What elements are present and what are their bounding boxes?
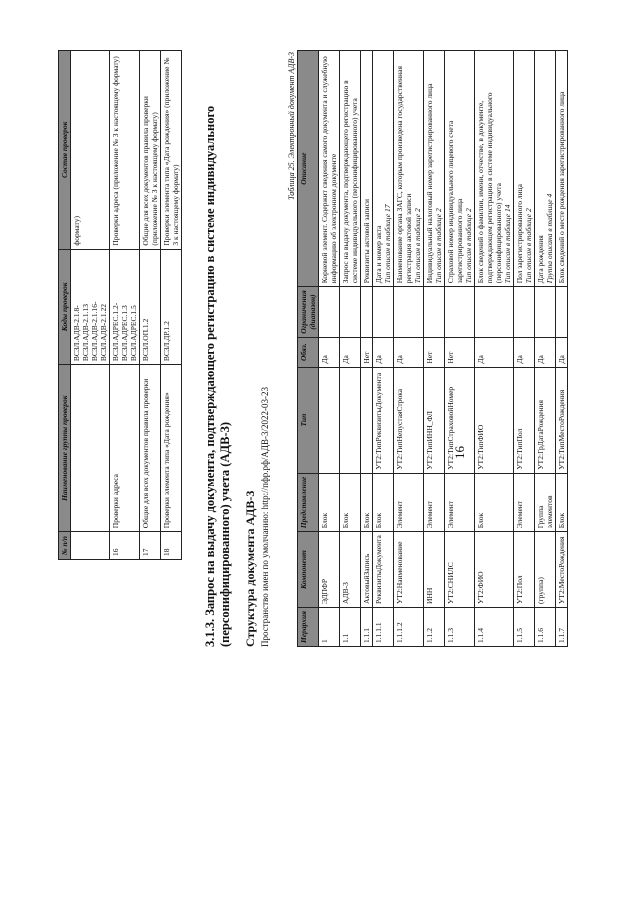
namespace-line: Пространство имен по умолчанию: http://пфр.рф/АДВ-3/2022-03-23 <box>260 386 270 647</box>
header-type: Тип <box>298 367 319 473</box>
cell-required: Да <box>394 337 424 367</box>
cell-hierarchy: 1.1.1 <box>361 607 373 646</box>
cell-type: УТ2:ТипМестоРождения <box>556 367 568 473</box>
cell-description <box>394 51 424 287</box>
header-component: Компонент <box>298 532 319 608</box>
type-reference: Тип описан в таблице 2 <box>434 208 443 284</box>
cell-limits <box>535 287 556 337</box>
cell-description <box>445 51 475 287</box>
type-reference: Группа описана в таблице 4 <box>545 193 554 284</box>
table-caption: Таблица 25. Электронный документ АДВ-3 <box>287 52 296 200</box>
cell-hierarchy: 1.1.1.2 <box>394 607 424 646</box>
cell-type: УТ2:ТипФИО <box>475 367 514 473</box>
cell-representation: Блок <box>361 473 373 532</box>
cell-hierarchy: 1.1 <box>340 607 361 646</box>
table-row <box>319 51 340 647</box>
cell-required: Да <box>319 337 340 367</box>
description-text: Дата и номер акта <box>374 225 383 284</box>
cell-limits <box>445 287 475 337</box>
header-description: Описание <box>298 51 319 287</box>
table-row <box>71 51 110 560</box>
table-row <box>140 51 161 560</box>
cell-num: 18 <box>161 532 182 560</box>
table-row <box>556 51 568 647</box>
header-content: Состав проверок <box>59 51 71 250</box>
cell-num: 16 <box>110 532 140 560</box>
cell-type: УТ2:ТипСтраховойНомер <box>445 367 475 473</box>
cell-content: Проверки адреса (приложение № 3 к настоящему формату) <box>110 51 140 250</box>
cell-representation: Блок <box>319 473 340 532</box>
cell-limits <box>340 287 361 337</box>
table-row <box>445 51 475 647</box>
table-row <box>424 51 445 647</box>
cell-component: УТ2:Пол <box>514 532 535 608</box>
type-reference: Тип описан в таблице 17 <box>383 204 392 284</box>
cell-limits <box>514 287 535 337</box>
type-reference: Тип описан в таблице 14 <box>503 204 512 284</box>
cell-hierarchy: 1.1.2 <box>424 607 445 646</box>
cell-content: Проверки элемента типа «Дата рождения» (приложение № 3 к настоящему формату) <box>161 51 182 250</box>
cell-codes: ВСЗЛ.ОП.1.2 <box>140 249 161 365</box>
type-reference: Тип описан в таблице 2 <box>464 208 473 284</box>
structure-table-header <box>298 51 319 647</box>
structure-title: Структура документа АДВ-3 <box>243 490 257 647</box>
description-text: Блок сведений о фамилии, имени, отчестве, в документе, подтверждающем регистрацию в системе индивидуального (персонифицированного) учета <box>476 92 503 284</box>
cell-codes: ВСЗЛ.АДВ-2.1.8-ВСЗЛ.АДВ-2.1.13 ВСЗЛ.АДВ-2.1.16-ВСЗЛ.АДВ-2.1.22 <box>71 249 110 365</box>
cell-component: УТ2:ФИО <box>475 532 514 608</box>
cell-type: УТ2:ГрДатаРождения <box>535 367 556 473</box>
cell-component: ЭДПФР <box>319 532 340 608</box>
cell-limits <box>424 287 445 337</box>
header-required: Обяз. <box>298 337 319 367</box>
cell-num: 17 <box>140 532 161 560</box>
cell-codes: ВСЗЛ.ДР.1.2 <box>161 249 182 365</box>
cell-description <box>556 51 568 287</box>
description-text: Запрос на выдачу документа, подтверждающего регистрацию в системе индивидуального (персонифицированного) учета <box>341 80 359 284</box>
cell-limits <box>373 287 394 337</box>
table-row <box>373 51 394 647</box>
cell-limits <box>556 287 568 337</box>
cell-description <box>475 51 514 287</box>
table-row <box>394 51 424 647</box>
page-number: 16 <box>452 446 467 459</box>
cell-component: АктовыйЗапись <box>361 532 373 608</box>
cell-required: Да <box>535 337 556 367</box>
cell-description <box>535 51 556 287</box>
header-hierarchy: Иерархия <box>298 607 319 646</box>
description-text: Страховой номер индивидуального лицевого счета зарегистрированного лица <box>446 120 464 284</box>
cell-representation: Элемент <box>445 473 475 532</box>
cell-limits <box>361 287 373 337</box>
cell-codes: ВСЗЛ.АДРЕС.1.2-ВСЗЛ.АДРЕС.1.3 ВСЗЛ.АДРЕС.1.5 <box>110 249 140 365</box>
description-text: Индивидуальный налоговый номер зарегистрированного лица <box>425 83 434 284</box>
cell-hierarchy: 1.1.5 <box>514 607 535 646</box>
cell-component: (группа) <box>535 532 556 608</box>
cell-component: УТ2:МестоРождения <box>556 532 568 608</box>
cell-component: РеквизитыДокумента <box>373 532 394 608</box>
description-text: Реквизиты актовой записи <box>362 199 371 284</box>
description-text: Блок сведений о месте рождения зарегистрированного лица <box>557 91 566 284</box>
cell-type <box>319 367 340 473</box>
cell-name: Общие для всех документов правила проверки <box>140 365 161 532</box>
cell-hierarchy: 1.1.1.1 <box>373 607 394 646</box>
table-row <box>340 51 361 647</box>
cell-content: формату) <box>71 51 110 250</box>
cell-limits <box>319 287 340 337</box>
cell-representation: Группа элементов <box>535 473 556 532</box>
cell-description <box>373 51 394 287</box>
cell-representation: Блок <box>373 473 394 532</box>
description-text: Пол зарегистрированного лица <box>515 184 524 284</box>
cell-hierarchy: 1.1.6 <box>535 607 556 646</box>
cell-representation: Элемент <box>394 473 424 532</box>
header-codes: Коды проверок <box>59 249 71 365</box>
cell-component: УТ2:СНИЛС <box>445 532 475 608</box>
type-reference: Тип описан в таблице 2 <box>413 208 422 284</box>
cell-type <box>340 367 361 473</box>
description-text: Корневой элемент. Содержит сведения самого документа и служебную информацию об электронном документе <box>320 56 338 284</box>
cell-type: УТ2:ТипПол <box>514 367 535 473</box>
cell-component: ИНН <box>424 532 445 608</box>
checks-table-header <box>59 51 71 560</box>
header-limits: Ограничения (диапазон) <box>298 287 319 337</box>
cell-required: Нет <box>445 337 475 367</box>
cell-required: Да <box>514 337 535 367</box>
cell-required: Нет <box>424 337 445 367</box>
table-row <box>161 51 182 560</box>
description-text: Наименование органа ЗАГС, которым произведена государственная регистрация актовой записи <box>395 66 413 284</box>
cell-description <box>319 51 340 287</box>
cell-component: УТ2:Наименование <box>394 532 424 608</box>
section-title: 3.1.3. Запрос на выдачу документа, подтверждающего регистрацию в системе индивидуального (персонифицированного) учета (АДВ-3) <box>203 105 232 647</box>
table-row <box>535 51 556 647</box>
cell-type: УТ2:ТипРеквизитыДокумента <box>373 367 394 473</box>
cell-name: Проверки элемента типа «Дата рождения» <box>161 365 182 532</box>
cell-limits <box>394 287 424 337</box>
header-representation: Представление <box>298 473 319 532</box>
table-row <box>514 51 535 647</box>
cell-hierarchy: 1 <box>319 607 340 646</box>
table-row <box>475 51 514 647</box>
cell-hierarchy: 1.1.7 <box>556 607 568 646</box>
cell-representation: Элемент <box>514 473 535 532</box>
cell-required: Да <box>556 337 568 367</box>
cell-type: УТ2:ТипИНН_ФЛ <box>424 367 445 473</box>
cell-name: Проверки адреса <box>110 365 140 532</box>
description-text: Дата рождения <box>536 235 545 284</box>
cell-description <box>514 51 535 287</box>
cell-description <box>361 51 373 287</box>
cell-required: Да <box>373 337 394 367</box>
cell-type <box>361 367 373 473</box>
cell-required: Да <box>340 337 361 367</box>
table-row <box>110 51 140 560</box>
cell-required: Нет <box>361 337 373 367</box>
cell-component: АДВ-3 <box>340 532 361 608</box>
cell-num <box>71 532 110 560</box>
header-num: № п/п <box>59 532 71 560</box>
table-row <box>361 51 373 647</box>
cell-hierarchy: 1.1.3 <box>445 607 475 646</box>
cell-required: Да <box>475 337 514 367</box>
type-reference: Тип описан в таблице 2 <box>524 208 533 284</box>
cell-representation: Элемент <box>424 473 445 532</box>
cell-hierarchy: 1.1.4 <box>475 607 514 646</box>
cell-representation: Блок <box>556 473 568 532</box>
cell-description <box>340 51 361 287</box>
cell-limits <box>475 287 514 337</box>
structure-table <box>297 50 568 647</box>
cell-name <box>71 365 110 532</box>
cell-description <box>424 51 445 287</box>
cell-representation: Блок <box>340 473 361 532</box>
checks-table <box>58 50 182 560</box>
cell-type: УТ2:ТипНепустаяСтрока <box>394 367 424 473</box>
header-group-name: Наименование группы проверок <box>59 365 71 532</box>
cell-representation: Блок <box>475 473 514 532</box>
cell-content: Общие для всех документов правила проверки (приложение № 3 к настоящему формату) <box>140 51 161 250</box>
